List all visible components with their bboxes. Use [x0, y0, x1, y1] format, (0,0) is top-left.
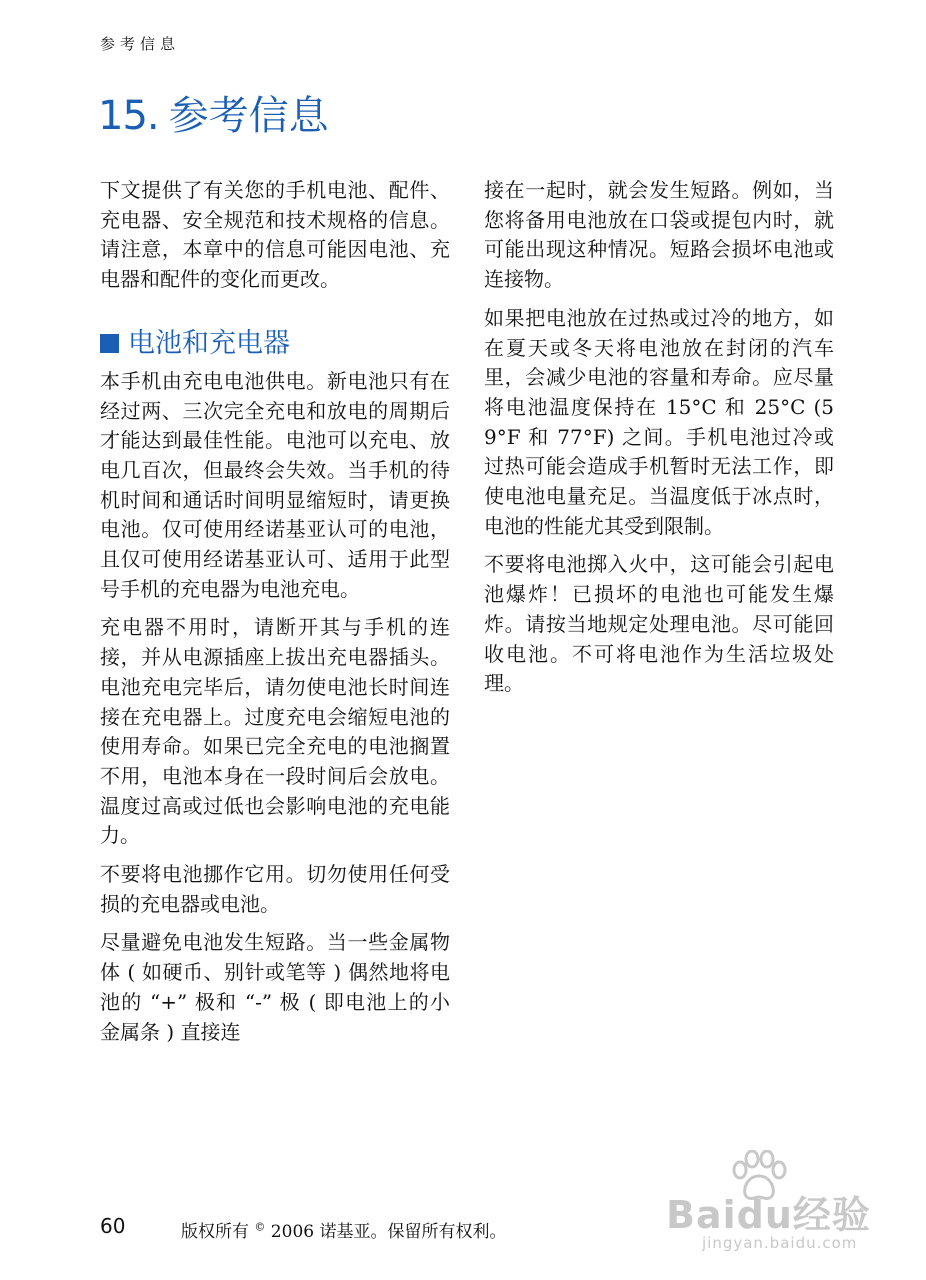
right-column [484, 176, 834, 708]
body-paragraph: 接在一起时，就会发生短路。例如，当您将备用电池放在口袋或提包内时，就可能出现这种情况。短路会损坏电池或连接物。 [484, 178, 834, 292]
body-paragraph: 尽量避免电池发生短路。当一些金属物体 ( 如硬币、别针或笔等 ) 偶然地将电池的 “+” 极和 “-” 极 ( 即电池上的小金属条 ) 直接连 [100, 930, 450, 1044]
body-paragraph: 充电器不用时，请断开其与手机的连接，并从电源插座上拔出充电器插头。电池充电完毕后，请勿使电池长时间连接在充电器上。过度充电会缩短电池的使用寿命。如果已完全充电的电池搁置不用，电池本身在一段时间后会放电。温度过高或过低也会影响电池的充电能力。 [100, 615, 450, 848]
body-paragraph: 如果把电池放在过热或过冷的地方，如在夏天或冬天将电池放在封闭的汽车里，会减少电池的容量和寿命。应尽量将电池温度保持在 15°C 和 25°C (59°F 和 77°F) 之间。手机电池过冷或过热可能会造成手机暂时无法工作，即使电池电量充足。当温度低于冰点时，电池的性能尤其受到限制。 [484, 305, 834, 538]
section-heading-text: 电池和充电器 [128, 327, 290, 359]
chapter-number: 15. [98, 93, 159, 139]
body-paragraph: 本手机由充电电池供电。新电池只有在经过两、三次完全充电和放电的周期后才能达到最佳性能。电池可以充电、放电几百次，但最终会失效。当手机的待机时间和通话时间明显缩短时，请更换电池。仅可使用经诺基亚认可的电池，且仅可使用经诺基亚认可、适用于此型号手机的充电器为电池充电。 [100, 368, 450, 601]
copyright-pre: 版权所有 [181, 1222, 249, 1242]
copyright-post: 2006 诺基亚。保留所有权利。 [265, 1222, 507, 1242]
running-header: 参考信息 [100, 35, 181, 53]
body-paragraph: 不要将电池挪作它用。切勿使用任何受损的充电器或电池。 [100, 862, 450, 916]
watermark-url: jingyan.baidu.com [702, 1234, 858, 1252]
left-column [100, 176, 450, 1056]
watermark-brand: Baidu经验 [666, 1193, 871, 1237]
copyright-notice [181, 1217, 506, 1242]
chapter-title [98, 84, 329, 141]
baidu-watermark [662, 1142, 902, 1262]
intro-paragraph: 下文提供了有关您的手机电池、配件、充电器、安全规范和技术规格的信息。请注意，本章中的信息可能因电池、充电器和配件的变化而更改。 [100, 178, 450, 292]
square-bullet-icon [100, 334, 119, 353]
copyright-symbol: © [254, 1220, 266, 1234]
page-number: 60 [100, 1214, 126, 1238]
chapter-title-text: 参考信息 [168, 93, 329, 139]
body-paragraph: 不要将电池掷入火中，这可能会引起电池爆炸！已损坏的电池也可能发生爆炸。请按当地规定处理电池。尽可能回收电池。不可将电池作为生活垃圾处理。 [484, 552, 834, 696]
section-heading [100, 325, 450, 363]
